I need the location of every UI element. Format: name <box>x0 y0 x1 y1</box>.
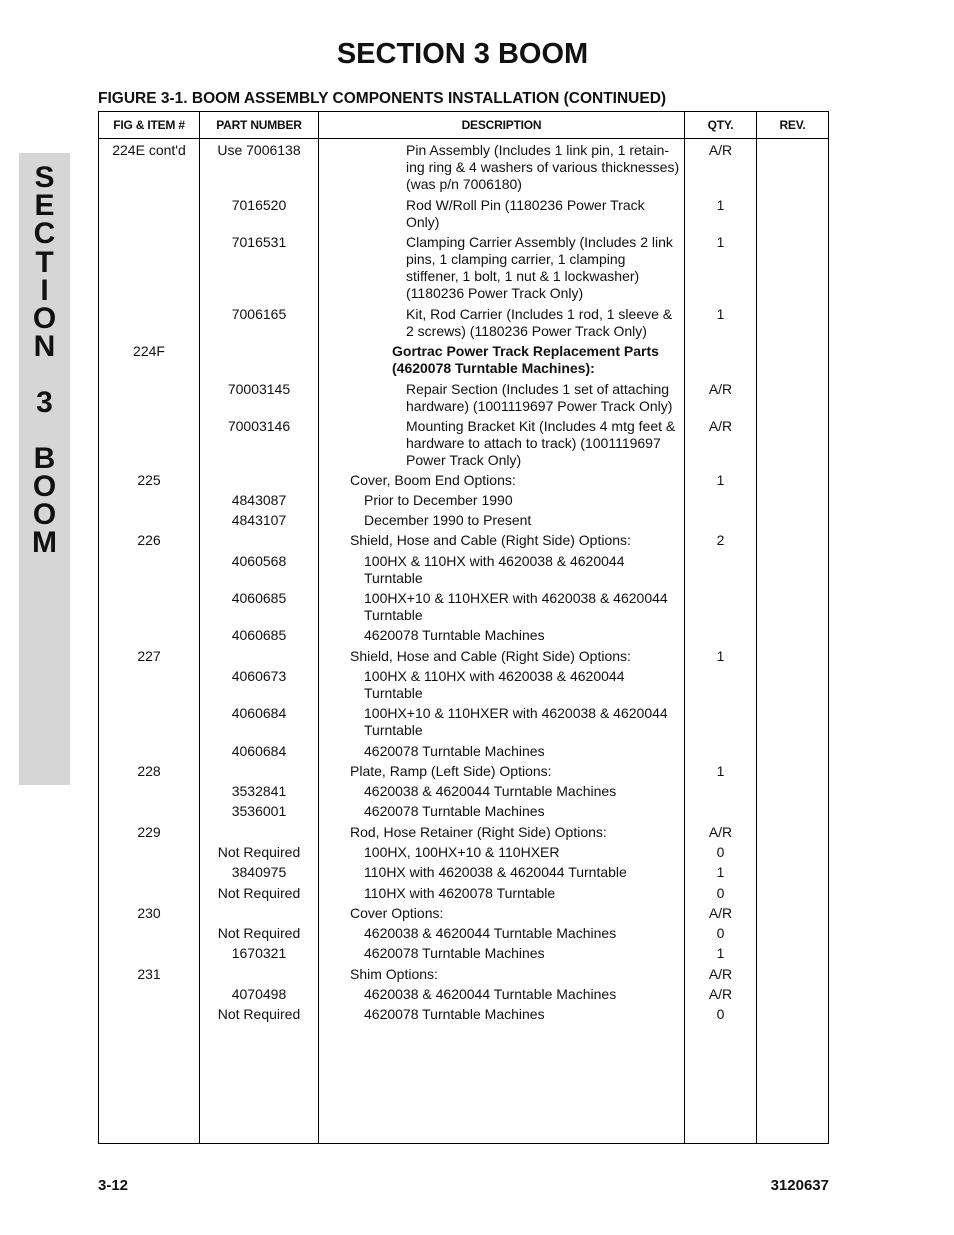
document-number: 3120637 <box>770 1177 829 1194</box>
side-tab-letter: S <box>34 161 55 194</box>
side-tab-letter: C <box>33 217 56 250</box>
side-tab-letter: B <box>33 442 56 475</box>
part-number-cell: Not Required <box>217 1006 301 1022</box>
header-qty: QTY. <box>707 118 734 132</box>
fig-item-cell: 231 <box>137 966 161 982</box>
description-cell: Rod, Hose Retainer (Right Side) Options: <box>350 824 607 840</box>
part-number-cell: 4070498 <box>231 986 287 1002</box>
column-divider <box>756 112 757 1143</box>
description-cell: Shim Options: <box>350 966 438 982</box>
description-cell: December 1990 to Present <box>364 512 532 528</box>
part-number-cell: 3536001 <box>231 803 287 819</box>
fig-item-cell: 225 <box>137 472 161 488</box>
part-number-cell: 3532841 <box>231 783 287 799</box>
qty-cell: 1 <box>716 864 725 880</box>
qty-cell: A/R <box>708 966 733 982</box>
qty-cell: 1 <box>716 234 725 250</box>
side-tab-letter: O <box>32 470 57 503</box>
part-number-cell: 4060673 <box>231 668 287 684</box>
column-divider <box>318 112 319 1143</box>
part-number-cell: Use 7006138 <box>217 142 301 158</box>
part-number-cell: 4060684 <box>231 705 287 721</box>
qty-cell: A/R <box>708 986 733 1002</box>
part-number-cell: 3840975 <box>231 864 287 880</box>
side-tab-letter: T <box>35 246 54 279</box>
description-cell: 100HX+10 & 110HXER with 4620038 & 4620044 Turntable <box>364 590 668 623</box>
description-cell: 4620038 & 4620044 Turntable Machines <box>364 925 617 941</box>
part-number-cell: Not Required <box>217 925 301 941</box>
description-cell: 100HX & 110HX with 4620038 & 4620044 Turntable <box>364 668 625 701</box>
description-cell: Shield, Hose and Cable (Right Side) Options: <box>350 648 631 664</box>
part-number-cell: 7016531 <box>231 234 287 250</box>
header-fig-item: FIG & ITEM # <box>113 118 185 132</box>
qty-cell: 1 <box>716 472 725 488</box>
part-number-cell: 7016520 <box>231 197 287 213</box>
qty-cell: 0 <box>716 925 725 941</box>
description-cell: 100HX, 100HX+10 & 110HXER <box>364 844 560 860</box>
description-cell: Shield, Hose and Cable (Right Side) Options: <box>350 532 631 548</box>
fig-item-cell: 224E cont'd <box>112 142 186 158</box>
side-tab-letter: I <box>40 274 49 307</box>
part-number-cell: 4060685 <box>231 627 287 643</box>
qty-cell: A/R <box>708 418 733 434</box>
figure-title: FIGURE 3-1. BOOM ASSEMBLY COMPONENTS INSTALLATION (CONTINUED) <box>98 90 667 107</box>
fig-item-cell: 228 <box>137 763 161 779</box>
description-cell: 110HX with 4620078 Turntable <box>364 885 556 901</box>
parts-table <box>98 111 829 1144</box>
qty-cell: 1 <box>716 648 725 664</box>
qty-cell: 1 <box>716 763 725 779</box>
description-cell: Plate, Ramp (Left Side) Options: <box>350 763 552 779</box>
description-cell: 100HX+10 & 110HXER with 4620038 & 4620044 Turntable <box>364 705 668 738</box>
fig-item-cell: 224F <box>133 343 165 359</box>
header-part-number: PART NUMBER <box>216 118 302 132</box>
side-tab-letter: 3 <box>36 386 53 419</box>
part-number-cell: 70003145 <box>227 381 291 397</box>
section-side-tab <box>19 153 70 785</box>
description-cell: 4620078 Turntable Machines <box>364 627 545 643</box>
fig-item-cell: 230 <box>137 905 161 921</box>
fig-item-cell: 227 <box>137 648 161 664</box>
qty-cell: A/R <box>708 142 733 158</box>
description-cell: 110HX with 4620038 & 4620044 Turntable <box>364 864 627 880</box>
description-cell: Cover, Boom End Options: <box>350 472 516 488</box>
header-description: DESCRIPTION <box>461 118 542 132</box>
part-number-cell: 7006165 <box>231 306 287 322</box>
fig-item-cell: 226 <box>137 532 161 548</box>
page-number: 3-12 <box>98 1177 129 1194</box>
description-cell: Rod W/Roll Pin (1180236 Power Track Only) <box>406 197 645 230</box>
part-number-cell: Not Required <box>217 885 301 901</box>
description-cell: 4620078 Turntable Machines <box>364 803 545 819</box>
description-cell: 100HX & 110HX with 4620038 & 4620044 Turntable <box>364 553 625 586</box>
description-cell: 4620078 Turntable Machines <box>364 743 545 759</box>
qty-cell: 0 <box>716 885 725 901</box>
part-number-cell: 4060684 <box>231 743 287 759</box>
description-cell: 4620078 Turntable Machines <box>364 1006 545 1022</box>
side-tab-letter: N <box>33 330 56 363</box>
part-number-cell: Not Required <box>217 844 301 860</box>
side-tab-letter: O <box>32 498 57 531</box>
part-number-cell: 1670321 <box>231 945 287 961</box>
description-cell: Gortrac Power Track Replacement Parts (4620078 Turntable Machines): <box>392 343 659 376</box>
qty-cell: 0 <box>716 1006 725 1022</box>
qty-cell: 2 <box>716 532 725 548</box>
part-number-cell: 70003146 <box>227 418 291 434</box>
description-cell: Mounting Bracket Kit (Includes 4 mtg feet & hardware to attach to track) (1001119697 Power Track Only) <box>406 418 676 468</box>
qty-cell: 1 <box>716 306 725 322</box>
part-number-cell: 4843087 <box>231 492 287 508</box>
description-cell: 4620078 Turntable Machines <box>364 945 545 961</box>
description-cell: Cover Options: <box>350 905 444 921</box>
part-number-cell: 4060685 <box>231 590 287 606</box>
section-title: SECTION 3 BOOM <box>336 38 589 70</box>
description-cell: 4620038 & 4620044 Turntable Machines <box>364 783 617 799</box>
qty-cell: 0 <box>716 844 725 860</box>
part-number-cell: 4060568 <box>231 553 287 569</box>
description-cell: Pin Assembly (Includes 1 link pin, 1 retain- ing ring & 4 washers of various thicknesses) (was p/n 7006180) <box>406 142 680 192</box>
header-rev: REV. <box>779 118 806 132</box>
description-cell: 4620038 & 4620044 Turntable Machines <box>364 986 617 1002</box>
fig-item-cell: 229 <box>137 824 161 840</box>
qty-cell: A/R <box>708 824 733 840</box>
qty-cell: A/R <box>708 905 733 921</box>
description-cell: Prior to December 1990 <box>364 492 513 508</box>
qty-cell: A/R <box>708 381 733 397</box>
description-cell: Kit, Rod Carrier (Includes 1 rod, 1 sleeve & 2 screws) (1180236 Power Track Only) <box>406 306 673 339</box>
qty-cell: 1 <box>716 945 725 961</box>
side-tab-letter: M <box>32 526 57 559</box>
side-tab-letter: O <box>32 302 57 335</box>
part-number-cell: 4843107 <box>231 512 287 528</box>
header-divider <box>99 138 828 139</box>
side-tab-letter: E <box>34 189 55 222</box>
qty-cell: 1 <box>716 197 725 213</box>
description-cell: Repair Section (Includes 1 set of attaching hardware) (1001119697 Power Track Only) <box>406 381 673 414</box>
description-cell: Clamping Carrier Assembly (Includes 2 link pins, 1 clamping carrier, 1 clamping stiffener, 1 bolt, 1 nut & 1 lockwasher) (1180236 Power Track Only) <box>406 234 673 301</box>
